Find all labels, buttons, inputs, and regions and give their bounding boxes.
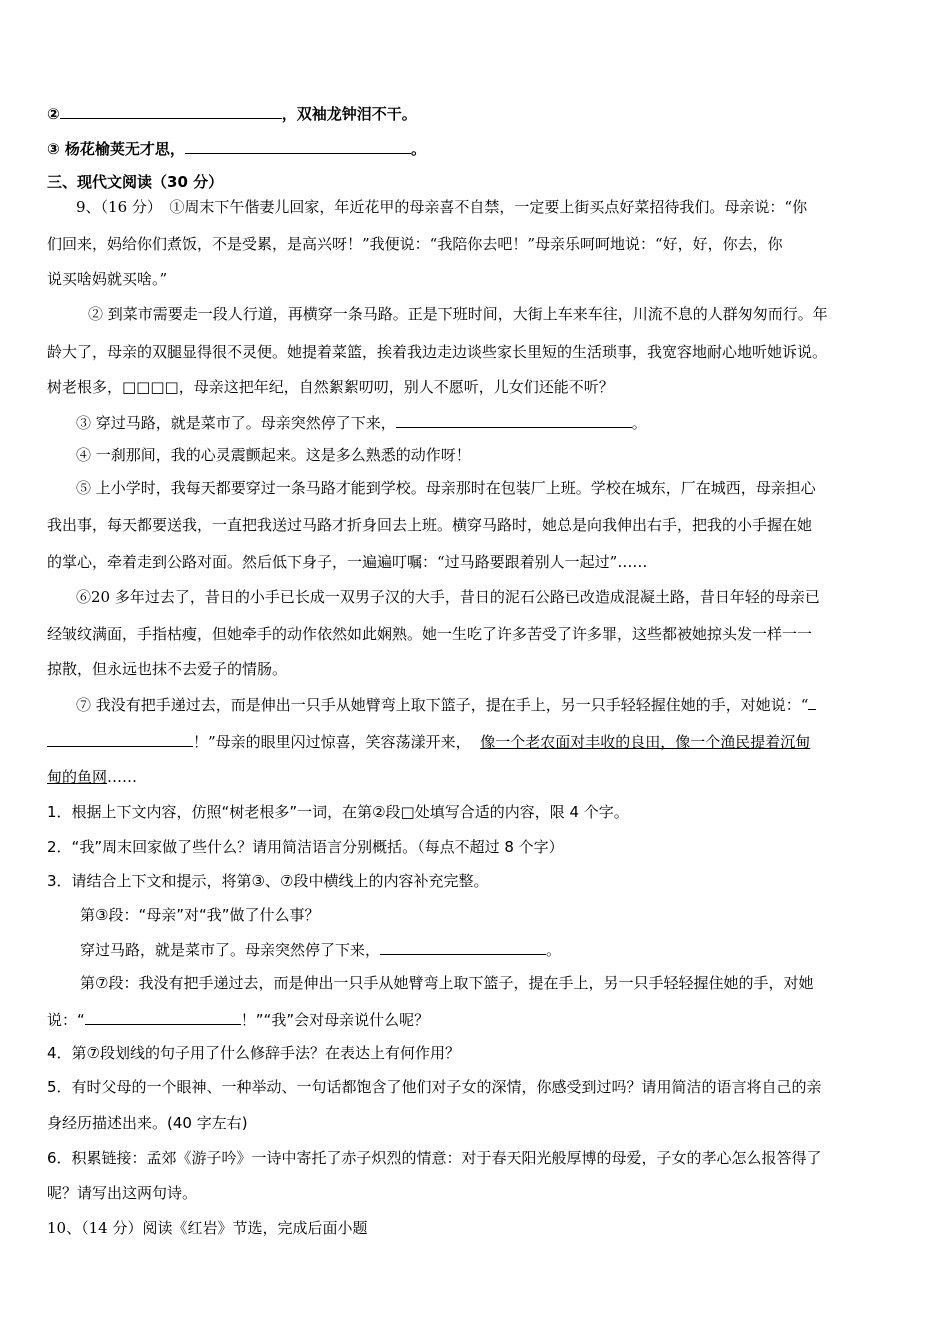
question-3-b-text: 穿过马路，就是菜市了。母亲突然停了下来，: [80, 941, 381, 959]
answer-blank[interactable]: [60, 103, 282, 119]
passage-line: 树老根多，□□□□，母亲这把年纪，自然絮絮叨叨，别人不愿听，儿女们还能不听？: [47, 378, 614, 396]
question-3-prompt-d: [47, 1009, 907, 1030]
passage-line: 龄大了，母亲的双腿显得很不灵便。她提着菜篮，挨着我边走边谈些家长里短的生活琐事，我宽容地耐心地听她诉说。: [47, 343, 828, 361]
answer-blank[interactable]: [380, 939, 546, 955]
passage-line: 的掌心，牵着走到公路对面。然后低下身子，一遍遍叮嘱：“过马路要跟着别人一起过”……: [47, 553, 648, 571]
poem-fill-q3: [47, 138, 907, 159]
passage-paragraph-6: ⑥20 多年过去了，昔日的小手已长成一双男子汉的大手，昔日的泥石公路已改造成混凝土路，昔日年轻的母亲已: [76, 588, 820, 606]
question-5: 5．有时父母的一个眼神、一种举动、一句话都饱含了他们对子女的深情，你感受到过吗？请用简洁的语言将自己的亲: [47, 1078, 822, 1096]
poem-q3-head: ③ 杨花榆荚无才思，: [47, 140, 185, 158]
poem-q2-tail: ，双袖龙钟泪不干。: [281, 105, 417, 123]
passage-line: [47, 731, 907, 752]
question-2: 2．“我”周末回家做了些什么？请用简洁语言分别概括。（每点不超过 8 个字）: [47, 838, 564, 856]
passage-line: [47, 767, 907, 787]
passage-line: 们回来，妈给你们煮饭，不是受累，是高兴呀！”我便说：“我陪你去吧！”母亲乐呵呵地说：“好，好，你去，你: [47, 235, 783, 253]
question-1: 1．根据上下文内容，仿照“树老根多”一词，在第②段□处填写合适的内容，限 4 个字。: [47, 803, 629, 821]
section-heading: 三、现代文阅读（30 分）: [47, 173, 224, 191]
passage-paragraph-2: ② 到菜市需要走一段人行道，再横穿一条马路。正是下班时间，大街上车来车往，川流不息的人群匆匆而行。年: [88, 305, 828, 323]
underlined-sentence: 像一个老农面对丰收的良田，像一个渔民提着沉甸: [480, 733, 811, 751]
passage-line: 我出事，每天都要送我，一直把我送过马路才折身回去上班。横穿马路时，她总是向我伸出右手，把我的小手握在她: [47, 516, 813, 534]
answer-blank[interactable]: [808, 694, 816, 710]
question-3: 3．请结合上下文和提示，将第③、⑦段中横线上的内容补充完整。: [47, 872, 489, 890]
question-3-d-tail: ！”“我”会对母亲说什么呢？: [240, 1011, 430, 1029]
passage-intro: 9、（16 分） ①周末下午偕妻儿回家，年近花甲的母亲喜不自禁，一定要上街买点好菜招待我们。母亲说：“你: [76, 198, 808, 216]
poem-q2-number: ②: [47, 105, 60, 123]
passage-paragraph-3: [76, 412, 908, 433]
answer-blank[interactable]: [85, 1009, 241, 1025]
passage-paragraph-4: ④ 一刹那间，我的心灵震颤起来。这是多么熟悉的动作呀！: [76, 446, 471, 464]
question-5-cont: 身经历描述出来。(40 字左右): [47, 1114, 248, 1132]
paragraph-7-ellipsis: ……: [107, 768, 138, 786]
question-10-intro: 10、（14 分）阅读《红岩》节选，完成后面小题: [47, 1219, 368, 1237]
passage-paragraph-5: ⑤ 上小学时，我每天都要穿过一条马路才能到学校。母亲那时在包装厂上班。学校在城东，厂在城西，母亲担心: [76, 479, 816, 497]
question-6: 6．积累链接：孟郊《游子吟》一诗中寄托了赤子炽烈的情意：对于春天阳光般厚博的母爱，子女的孝心怎么报答得了: [47, 1149, 822, 1167]
underlined-sentence-end: 甸的鱼网: [47, 768, 108, 786]
passage-paragraph-7: [76, 694, 908, 715]
question-3-d-head: 说：“: [47, 1011, 85, 1029]
passage-line: 说买啥妈就买啥。”: [47, 270, 168, 288]
paragraph-7-text: ⑦ 我没有把手递过去，而是伸出一只手从她臂弯上取下篮子，提在手上，另一只手轻轻握住她的手，对她说：“: [76, 696, 809, 714]
question-6-cont: 呢？请写出这两句诗。: [47, 1184, 198, 1202]
paragraph-3-text: ③ 穿过马路，就是菜市了。母亲突然停了下来，: [76, 414, 396, 432]
poem-q3-tail: 。: [410, 140, 426, 158]
answer-blank[interactable]: [185, 138, 411, 154]
paragraph-7-mid: ！”母亲的眼里闪过惊喜，笑容荡漾开来，: [193, 733, 471, 751]
paragraph-3-tail: 。: [631, 414, 647, 432]
poem-fill-q2: [47, 103, 907, 124]
question-3-prompt-c: 第⑦段：我没有把手递过去，而是伸出一只手从她臂弯上取下篮子，提在手上，另一只手轻轻握住她的手，对她: [80, 974, 814, 992]
question-3-prompt-a: 第③段：“母亲”对“我”做了什么事？: [80, 906, 320, 924]
question-3-b-tail: 。: [546, 941, 562, 959]
passage-line: 掠散，但永远也抹不去爱子的情肠。: [47, 660, 288, 678]
answer-blank[interactable]: [47, 731, 193, 747]
passage-line: 经皱纹满面，手指枯瘦，但她牵手的动作依然如此娴熟。她一生吃了许多苦受了许多罪，这些都被她掠头发一样一一: [47, 625, 813, 643]
question-3-prompt-b: [80, 939, 908, 960]
question-4: 4．第⑦段划线的句子用了什么修辞手法？在表达上有何作用？: [47, 1044, 460, 1062]
answer-blank[interactable]: [396, 412, 632, 428]
